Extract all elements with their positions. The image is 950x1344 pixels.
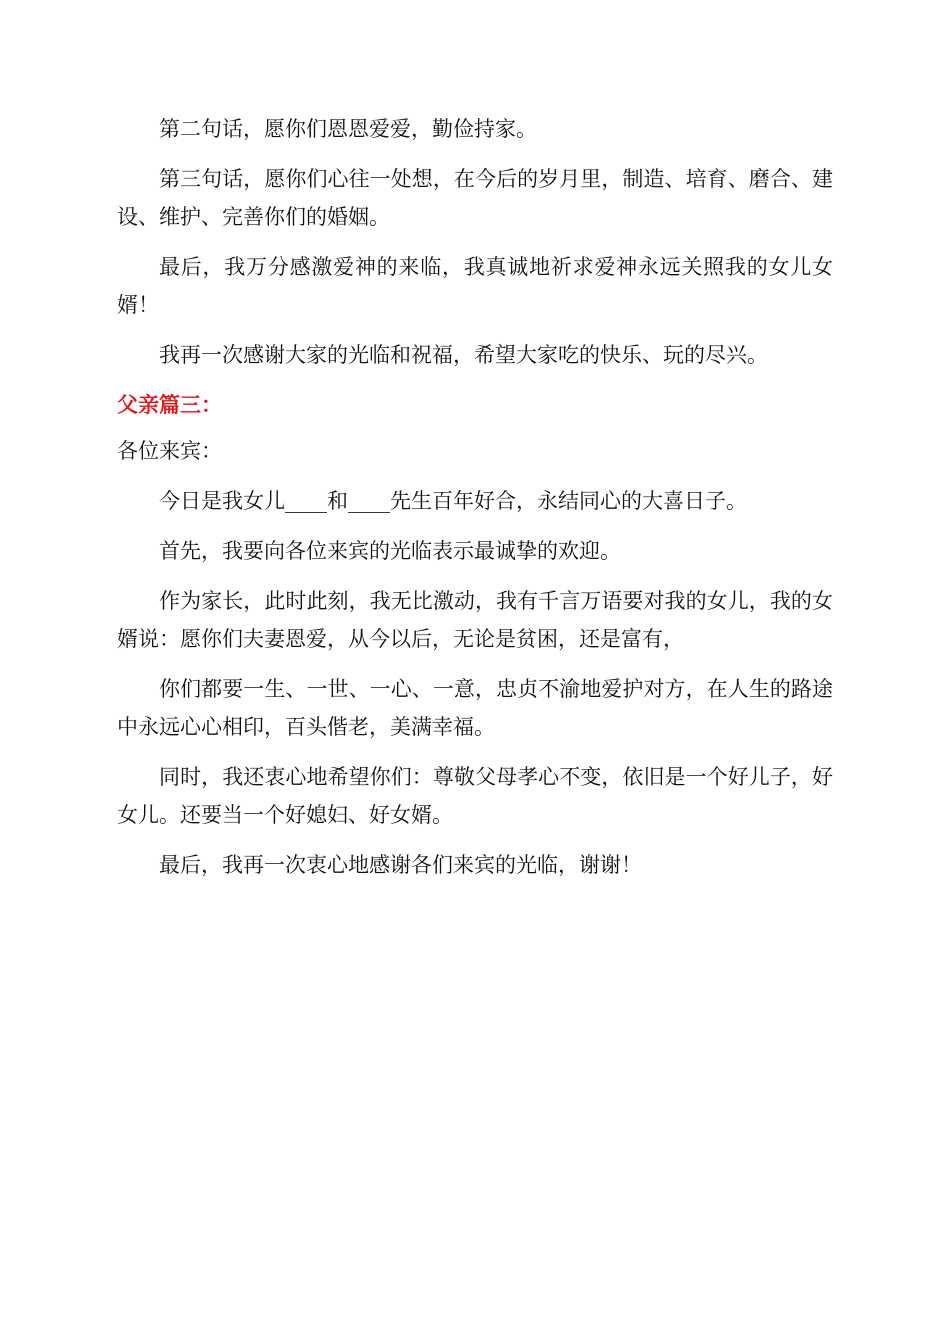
paragraph: 同时，我还衷心地希望你们：尊敬父母孝心不变，依旧是一个好儿子，好女儿。还要当一个好媳妇、好女婿。 (117, 765, 833, 827)
paragraph: 你们都要一生、一世、一心、一意，忠贞不渝地爱护对方，在人生的路途中永远心心相印，百头偕老，美满幸福。 (117, 677, 833, 739)
paragraph: 最后，我万分感激爱神的来临，我真诚地祈求爱神永远关照我的女儿女婿！ (117, 255, 833, 317)
paragraph: 第二句话，愿你们恩恩爱爱，勤俭持家。 (159, 117, 537, 141)
paragraph: 首先，我要向各位来宾的光临表示最诚挚的欢迎。 (159, 539, 621, 563)
paragraph: 我再一次感谢大家的光临和祝福，希望大家吃的快乐、玩的尽兴。 (159, 343, 768, 367)
paragraph: 作为家长，此时此刻，我无比激动，我有千言万语要对我的女儿，我的女婿说：愿你们夫妻恩爱，从今以后，无论是贫困，还是富有， (117, 589, 833, 651)
section-heading: 父亲篇三： (117, 393, 222, 417)
document-body (117, 110, 833, 896)
paragraph: 最后，我再一次衷心地感谢各们来宾的光临，谢谢！ (159, 853, 642, 877)
salutation: 各位来宾： (117, 439, 222, 463)
paragraph: 第三句话，愿你们心往一处想，在今后的岁月里，制造、培育、磨合、建设、维护、完善你们的婚姻。 (117, 167, 833, 229)
paragraph: 今日是我女儿____和____先生百年好合，永结同心的大喜日子。 (159, 489, 747, 513)
